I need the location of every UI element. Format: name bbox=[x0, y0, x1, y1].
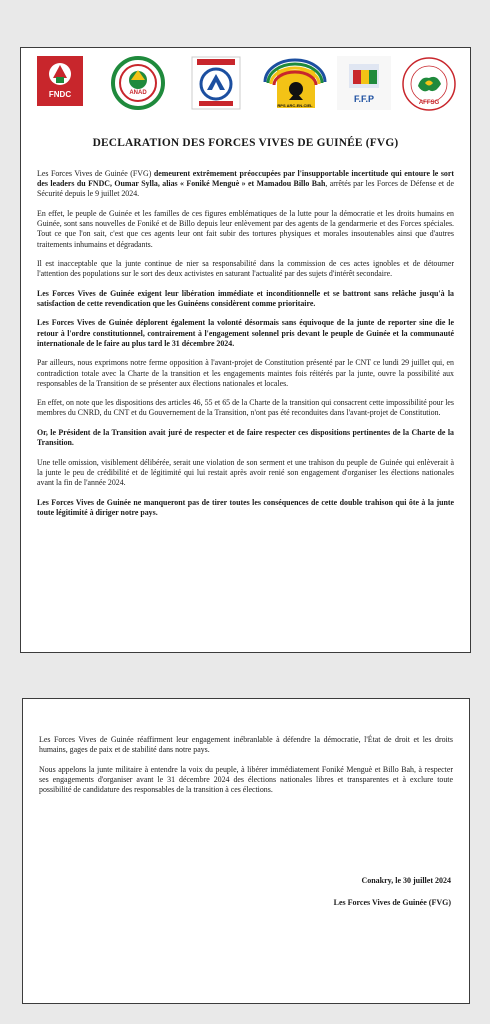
paragraph-5: Les Forces Vives de Guinée déplorent également la volonté désormais sans équivoque de la junte de reporter sine die le retour à l'ordre constitutionnel, contrairement à l'engagement solennel pris devant le peuple de Guinée et la communauté internationale de le faire au plus tard le 31 décembre 2024. bbox=[37, 318, 454, 348]
paragraph-2: En effet, le peuple de Guinée et les familles de ces figures emblématiques de la lutte pour la démocratie et les droits humains en Guinée, sont sans nouvelles de Foniké et de Billo depuis leur enlèvement par des agents de la gendarmerie et des Forces spéciales. Tout ce que l'on sait, c'est que ces agents leur ont fait subir des tortures physiques et morales insoutenables ainsi que d'autres traitements inhumains et dégradants. bbox=[37, 208, 454, 249]
paragraph-12: Nous appelons la junte militaire à entendre la voix du peuple, à libérer immédiatement Foniké Menguè et Billo Bah, à respecter ses engagements d'organiser avant le 31 décembre 2024 des élections nationales libres et transparentes et à exclure toute possibilité de candidature des responsables de la transition à ces élections. bbox=[39, 764, 453, 795]
document-body-page-2 bbox=[39, 735, 453, 805]
signature: Les Forces Vives de Guinée (FVG) bbox=[333, 898, 451, 907]
fndc-logo bbox=[37, 56, 83, 106]
rps-logo-label: RPS ARC-EN-CIEL bbox=[277, 103, 313, 108]
document-title: DECLARATION DES FORCES VIVES DE GUINÉE (FVG) bbox=[92, 137, 399, 149]
paragraph-9: Une telle omission, visiblement délibérée, serait une violation de son serment et une trahison du peuple de Guinée qui enlèverait à la junte le peu de crédibilité et de légitimité qui lui restait après avoir renié son engagement d'organiser les élections nationales avant la fin de l'année 2024. bbox=[37, 457, 454, 488]
place-date: Conakry, le 30 juillet 2024 bbox=[361, 876, 451, 885]
rps-arc-en-ciel-logo bbox=[261, 56, 329, 110]
union-logo bbox=[191, 56, 241, 110]
document-body-page-1 bbox=[37, 169, 454, 527]
logos-bar bbox=[35, 56, 455, 116]
paragraph-8: Or, le Président de la Transition avait juré de respecter et de faire respecter ces dispositions pertinentes de la Charte de la Transition. bbox=[37, 427, 454, 448]
paragraph-3: Il est inacceptable que la junte continue de nier sa responsabilité dans la commission de ces actes ignobles et de détourner l'attention des populations sur le sort des deux activistes en saturant l'actualité par des sujets d'intérêt secondaire. bbox=[37, 259, 454, 279]
ffp-logo bbox=[337, 56, 391, 110]
fndc-logo-label: FNDC bbox=[48, 90, 72, 99]
paragraph-6: Par ailleurs, nous exprimons notre ferme opposition à l'avant-projet de Constitution présenté par le CNT ce lundi 29 juillet qui, en contradiction totale avec la Charte de la transition et les engagements maintes fois réitérés par la junte, ouvre la possibilité aux responsables de la Transition de se présenter aux élections nationales et locales. bbox=[37, 358, 454, 388]
paragraph-10: Les Forces Vives de Guinée ne manqueront pas de tirer toutes les conséquences de cette double trahison qui ôte à la junte toute légitimité à diriger notre pays. bbox=[37, 497, 454, 517]
anad-logo bbox=[111, 56, 165, 110]
affsg-logo bbox=[401, 56, 457, 112]
anad-logo-label: ANAD bbox=[129, 90, 147, 96]
document-page-1 bbox=[20, 47, 471, 653]
paragraph-11: Les Forces Vives de Guinée réaffirment leur engagement inébranlable à défendre la démocratie, l'État de droit et les droits humains, gages de paix et de stabilité dans notre pays. bbox=[39, 735, 453, 755]
document-page-2 bbox=[22, 698, 470, 1004]
ffp-logo-label: F.F.P bbox=[353, 94, 374, 104]
paragraph-intro: Les Forces Vives de Guinée (FVG) demeurent extrêmement préoccupées par l'insupportable incertitude qui entoure le sort des leaders du FNDC, Oumar Sylla, alias « Foniké Menguè » et Mamadou Billo Bah, arrêtés par les Forces de Défense et de Sécurité depuis le 9 juillet 2024. bbox=[37, 169, 454, 199]
paragraph-7: En effet, on note que les dispositions des articles 46, 55 et 65 de la Charte de la transition qui consacrent cette impossibilité pour les membres du CNRD, du CNT et du Gouvernement de la Transition, n'ont pas été reconduites dans l'avant-projet de Constitution. bbox=[37, 398, 454, 418]
paragraph-4: Les Forces Vives de Guinée exigent leur libération immédiate et inconditionnelle et se battront sans relâche jusqu'à la satisfaction de cette revendication que les Guinéens considèrent comme prioritaire. bbox=[37, 288, 454, 308]
affsg-logo-label: AFFSG bbox=[418, 100, 440, 106]
